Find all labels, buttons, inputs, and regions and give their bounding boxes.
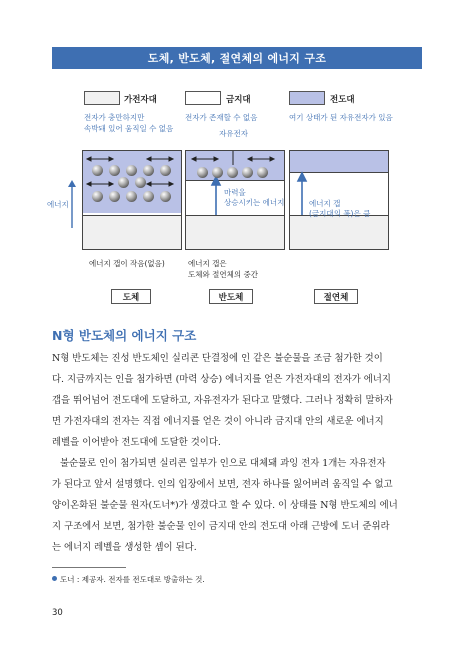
electron	[126, 191, 137, 202]
energy-axis-label: 에너지	[47, 200, 69, 209]
semiconductor-diagram	[185, 150, 285, 250]
electron	[227, 167, 238, 178]
electron	[109, 191, 120, 202]
conductor-valence-band	[83, 215, 181, 249]
conductor-tag: 도체	[111, 289, 151, 304]
insulator-valence-band	[290, 215, 388, 249]
legend-valence-note: 전자가 충만하지만 속박돼 있어 움직일 수 없음	[84, 113, 174, 133]
electron	[143, 191, 154, 202]
electron	[242, 167, 253, 178]
paragraph-line: 레벨을 이어받아 전도대에 도달한 것이다.	[52, 437, 221, 448]
legend-conduction-label: 전도대	[330, 95, 355, 105]
legend-forbidden-label: 금지대	[226, 95, 251, 105]
electron	[92, 165, 103, 176]
footnote-text: 도너 : 제공자. 전자를 전도대로 방출하는 것.	[60, 575, 205, 584]
valence-band-swatch	[84, 91, 120, 105]
electron	[160, 191, 171, 202]
paragraph-line: 가 된다고 앞서 설명했다. 인의 입장에서 보면, 전자 하나를 잃어버려 움직일 수 없고	[52, 479, 393, 490]
paragraph-line: 지 구조에서 보면, 첨가한 불순물 인이 금지대 안의 전도대 아래 근방에 도너 준위라	[52, 521, 390, 532]
insulator-tag: 절연체	[314, 289, 358, 304]
electron	[143, 165, 154, 176]
excitation-energy-label: 마력을 상승시키는 에너지	[224, 188, 285, 207]
legend-conduction-note: 여기 상태가 된 자유전자가 있음	[289, 113, 393, 122]
paragraph-line: 다. 지금까지는 인을 첨가하면 (마력 상승) 에너지를 얻은 가전자대의 전자가 에너지	[52, 374, 391, 385]
electron	[257, 167, 268, 178]
legend-valence-label: 가전자대	[124, 95, 157, 105]
semiconductor-valence-band	[186, 215, 284, 249]
conductor-caption: 에너지 갭이 작음(없음)	[89, 259, 165, 268]
paragraph-line: 양이온화된 불순물 원자(도너*)가 생겼다고 할 수 있다. 이 상태를 N형 반도체의 에너	[52, 500, 398, 511]
conductor-diagram	[82, 150, 182, 250]
electron	[197, 167, 208, 178]
electron	[160, 165, 171, 176]
footnote	[52, 574, 205, 585]
page-number: 30	[52, 608, 63, 618]
figure-title: 도체, 반도체, 절연체의 에너지 구조	[52, 47, 422, 69]
footnote-divider	[52, 567, 126, 568]
semiconductor-tag: 반도체	[209, 289, 253, 304]
electron	[212, 167, 223, 178]
paragraph-line: 불순물로 인이 첨가되면 실리콘 일부가 인으로 대체돼 과잉 전자 1개는 자유전자	[60, 458, 386, 469]
paragraph-line: 는 에너지 레벨을 생성한 셈이 된다.	[52, 542, 197, 553]
semiconductor-caption: 에너지 갭은 도체와 절연체의 중간	[188, 259, 258, 279]
paragraph-line: 면 가전자대의 전자는 직접 에너지를 얻은 것이 아니라 금지대 안의 새로운 에너지	[52, 416, 384, 427]
paragraph-line: N형 반도체는 진성 반도체인 실리콘 단결정에 인 같은 불순물을 조금 첨가한 것이	[52, 353, 383, 364]
legend-forbidden-note: 전자가 존재할 수 없음	[185, 113, 258, 122]
electron	[135, 177, 146, 188]
conduction-band-swatch	[289, 91, 325, 105]
electron	[118, 177, 129, 188]
insulator-diagram	[289, 150, 389, 250]
bullet-icon	[52, 576, 57, 581]
energy-axis-arrow	[68, 180, 76, 230]
electron	[109, 165, 120, 176]
paragraph-line: 갭을 뛰어넘어 전도대에 도달하고, 자유전자가 된다고 말했다. 그러나 정확히 말하자	[52, 395, 393, 406]
free-electron-label: 자유전자	[219, 129, 248, 138]
band-gap-label: 에너지 갭 (금지대의 폭)은 큼	[309, 199, 371, 218]
forbidden-band-swatch	[185, 91, 221, 105]
section-title: N형 반도체의 에너지 구조	[52, 328, 197, 343]
electron	[92, 191, 103, 202]
electron	[126, 165, 137, 176]
conductor-motion-arrows	[83, 151, 181, 213]
